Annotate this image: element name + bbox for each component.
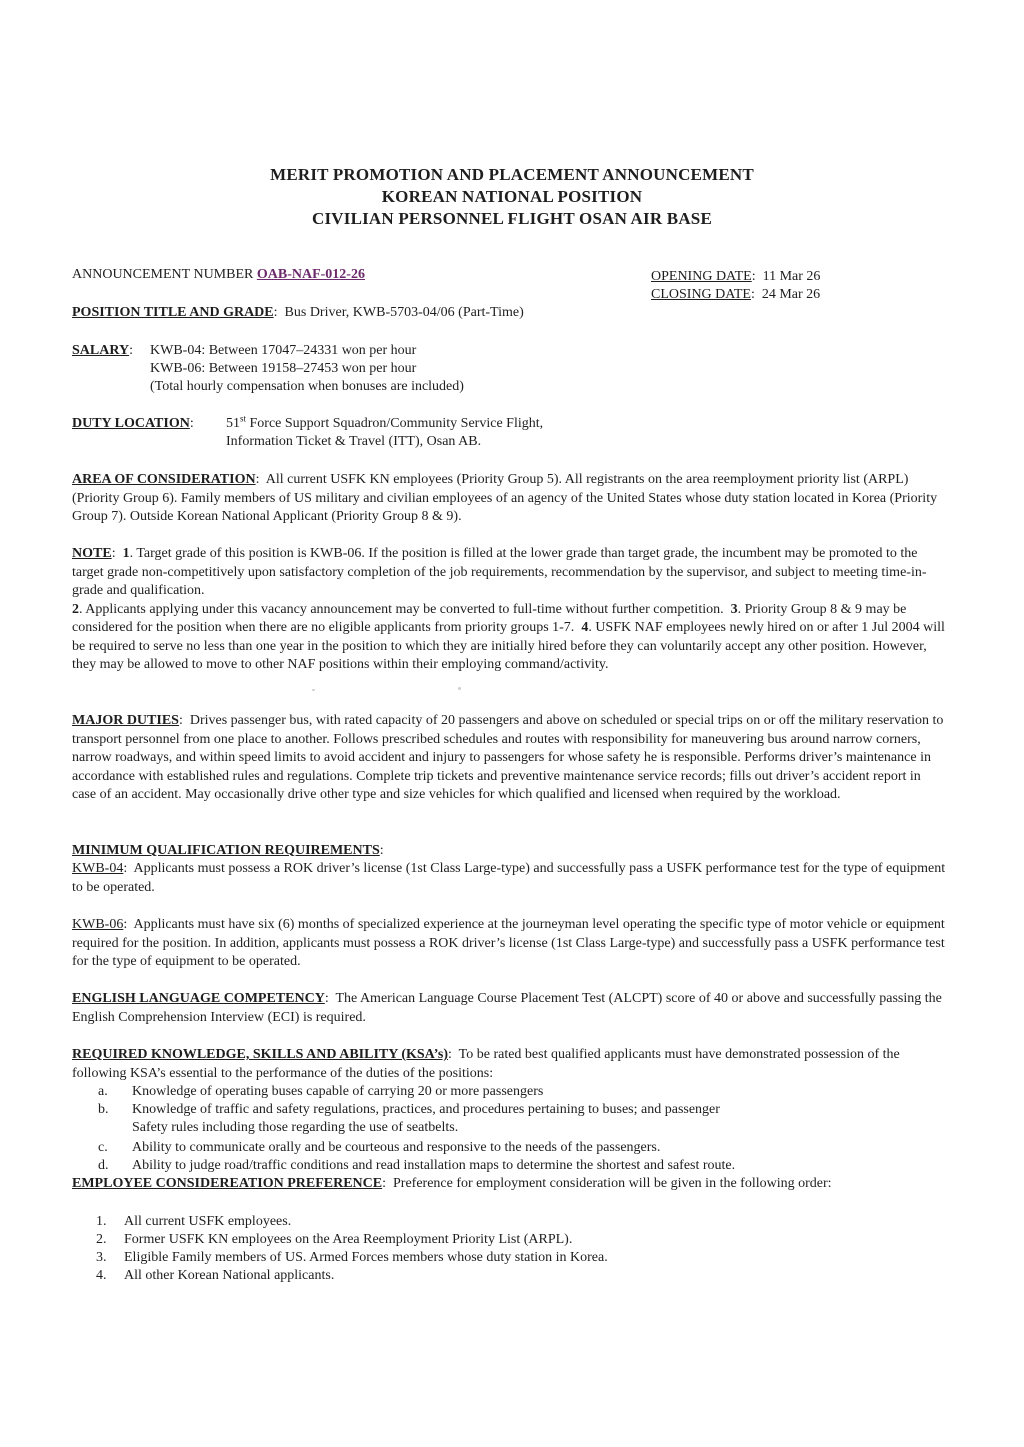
major-duties-paragraph: MAJOR DUTIES: Drives passenger bus, with rated capacity of 20 passengers and above on scheduled or special trips on or off the military reservation to transport personnel from one place to another. Follows prescribed schedules and routes with responsibility for maneuvering bus around narrow corners, narrow roadways, and within speed limits to avoid accident and injury to passengers for whose safety he is responsible. Performs driver’s maintenance in accordance with established rules and regulations. Complete trip tickets and preventive maintenance service records; fills out driver’s accident report in case of an accident. May occasionally drive other type and size vehicles for which qualified and licensed when required by the workload.	[72, 713, 944, 802]
preference-item-marker: 4.	[96, 1268, 107, 1283]
ksa-item-text: Ability to communicate orally and be courteous and responsive to the needs of the passengers.	[132, 1140, 661, 1155]
ksa-item-d	[98, 1157, 898, 1176]
ksa-item-text: Knowledge of operating buses capable of carrying 20 or more passengers	[132, 1084, 544, 1099]
kwb04-paragraph: KWB-04: Applicants must possess a ROK driver’s license (1st Class Large-type) and successfully pass a USFK performance test for the type of equipment to be operated.	[72, 861, 946, 895]
opening-date-row: OPENING DATE: 11 Mar 26	[651, 269, 821, 284]
ksa-paragraph: REQUIRED KNOWLEDGE, SKILLS AND ABILITY (KSA’s): To be rated best qualified applicants must have demonstrated possession of the following KSA’s essential to the performance of the duties of the positions:	[72, 1047, 900, 1081]
closing-date-value: 24 Mar 26	[761, 287, 821, 302]
ksa-item-text: Ability to judge road/traffic conditions and read installation maps to determine the shortest and safest route.	[132, 1158, 736, 1173]
major-duties-label: MAJOR DUTIES	[72, 713, 179, 728]
duty-location-label: DUTY LOCATION	[72, 416, 190, 431]
kwb06-paragraph: KWB-06: Applicants must have six (6) months of specialized experience at the journeyman level operating the specific type of motor vehicle or equipment required for the position. In addition, applicants must possess a ROK driver’s license (1st Class Large-type) and successfully pass a USFK performance test for the type of equipment to be operated.	[72, 917, 945, 969]
ksa-item-text: Knowledge of traffic and safety regulations, practices, and procedures pertaining to buses; and passenger	[132, 1102, 720, 1117]
english-competency-label: ENGLISH LANGUAGE COMPETENCY	[72, 991, 325, 1006]
preference-item-marker: 3.	[96, 1250, 107, 1265]
preference-intro-text: Preference for employment consideration will be given in the following order:	[393, 1176, 832, 1191]
preference-item-3	[96, 1249, 896, 1268]
english-competency-text: The American Language Course Placement Test (ALCPT) score of 40 or above and successfully passing the English Comprehension Interview (ECI) is required.	[72, 991, 942, 1025]
preference-label: EMPLOYEE CONSIDEREATION PREFERENCE	[72, 1176, 383, 1191]
duty-location-line-1-text: Force Support Squadron/Community Service Flight,	[246, 416, 544, 431]
ksa-item-b	[98, 1101, 898, 1139]
announcement-number-link[interactable]: OAB-NAF-012-26	[256, 267, 365, 282]
preference-item-marker: 1.	[96, 1214, 107, 1229]
document-title-line-1: MERIT PROMOTION AND PLACEMENT ANNOUNCEMENT	[270, 165, 754, 184]
duty-location-number: 51	[226, 416, 240, 431]
area-of-consideration-label: AREA OF CONSIDERATION	[72, 472, 256, 487]
duty-location-line-2: Information Ticket & Travel (ITT), Osan AB.	[226, 434, 482, 449]
document-title-line-3: CIVILIAN PERSONNEL FLIGHT OSAN AIR BASE	[311, 209, 712, 228]
document-title-line-2: KOREAN NATIONAL POSITION	[381, 187, 643, 206]
note-paragraph: NOTE: 1. Target grade of this position is KWB-06. If the position is filled at the lower grade than target grade, the incumbent may be promoted to the target grade non-competitively upon satisfactory completion of the job requirements, recommendation by the supervisor, and subject to meeting time-in-grade and qualification. 2. Applicants applying under this vacancy announcement may be converted to full-time without further competition. 3. Priority Group 8 & 9 may be considered for the position when there are no eligible applicants from priority groups 1-7. 4. USFK NAF employees newly hired on or after 1 Jul 2004 will be required to serve no less than one year in the position to which they are initially hired before they can voluntarily accept any other position. However, they may be allowed to move to other NAF positions within their employing command/activity.	[72, 546, 945, 672]
salary-label-row: SALARY:	[72, 343, 133, 358]
note-number-2: 2	[72, 601, 79, 617]
kwb04-label: KWB-04	[72, 861, 124, 876]
ksa-intro-text: To be rated best qualified applicants must have demonstrated possession of the following KSA’s essential to the performance of the duties of the positions:	[72, 1047, 900, 1081]
ksa-label: REQUIRED KNOWLEDGE, SKILLS AND ABILITY (KSA’s)	[72, 1047, 449, 1062]
duty-location-line-1	[226, 415, 543, 434]
min-qual-heading-row: MINIMUM QUALIFICATION REQUIREMENTS:	[72, 843, 384, 858]
position-title-row: POSITION TITLE AND GRADE: Bus Driver, KWB-5703-04/06 (Part-Time)	[72, 305, 524, 320]
note-number-3: 3	[730, 601, 738, 617]
area-of-consideration-paragraph: AREA OF CONSIDERATION: All current USFK KN employees (Priority Group 5). All registrants on the area reemployment priority list (ARPL) (Priority Group 6). Family members of US military and civilian employees of an agency of the United States whose duty station located in Korea (Priority Group 7). Outside Korean National Applicant (Priority Group 8 & 9).	[72, 472, 938, 524]
note-text-1: . Target grade of this position is KWB-06. If the position is filled at the lower grade than target grade, the incumbent may be promoted to the target grade non-competitively upon satisfactory completion of the job requirements, recommendation by the supervisor, and subject to meeting time-in-grade and qualification.	[72, 546, 927, 598]
note-number-4: 4	[581, 620, 589, 635]
duty-location-ordinal: st	[240, 413, 247, 424]
ksa-item-marker: c.	[98, 1140, 108, 1155]
preference-item-text: All current USFK employees.	[124, 1214, 292, 1229]
opening-date-label: OPENING DATE	[651, 269, 752, 284]
ksa-item-marker: a.	[98, 1084, 108, 1099]
preference-item-text: Former USFK KN employees on the Area Reemployment Priority List (ARPL).	[124, 1232, 573, 1247]
preference-item-marker: 2.	[96, 1232, 107, 1247]
closing-date-row: CLOSING DATE: 24 Mar 26	[651, 287, 821, 302]
closing-date-label: CLOSING DATE	[651, 287, 751, 302]
note-label: NOTE	[72, 546, 112, 561]
preference-item-text: All other Korean National applicants.	[124, 1268, 335, 1283]
ksa-item-c	[98, 1139, 898, 1158]
note-text-4: . USFK NAF employees newly hired on or after 1 Jul 2004 will be required to serve no less than one year in the position to which they are initially hired before they can voluntarily accept any other position. However, they may be allowed to move to other NAF positions within their employing command/activity.	[72, 620, 945, 672]
scan-speck	[312, 689, 315, 691]
preference-paragraph: EMPLOYEE CONSIDEREATION PREFERENCE: Preference for employment consideration will be given in the following order:	[72, 1176, 832, 1191]
note-text-2: . Applicants applying under this vacancy announcement may be converted to full-time without further competition.	[79, 601, 724, 617]
preference-item-2	[96, 1231, 896, 1250]
min-qual-label: MINIMUM QUALIFICATION REQUIREMENTS	[72, 843, 380, 858]
ksa-item-a	[98, 1083, 898, 1102]
salary-label: SALARY	[72, 343, 130, 358]
kwb06-label: KWB-06	[72, 917, 124, 932]
position-title-value: Bus Driver, KWB-5703-04/06 (Part-Time)	[284, 305, 524, 320]
position-title-label: POSITION TITLE AND GRADE	[72, 305, 274, 320]
salary-line-3: (Total hourly compensation when bonuses are included)	[150, 379, 464, 394]
opening-date-value: 11 Mar 26	[762, 269, 821, 284]
area-of-consideration-text: All current USFK KN employees (Priority Group 5). All registrants on the area reemployment priority list (ARPL) (Priority Group 6). Family members of US military and civilian employees of an agency of the United States whose duty station located in Korea (Priority Group 7). Outside Korean National Applicant (Priority Group 8 & 9).	[72, 472, 938, 524]
kwb04-text: Applicants must possess a ROK driver’s license (1st Class Large-type) and successfully pass a USFK performance test for the type of equipment to be operated.	[72, 861, 946, 895]
ksa-item-text-continued: Safety rules including those regarding the use of seatbelts.	[132, 1120, 459, 1135]
preference-item-4	[96, 1267, 896, 1286]
preference-item-text: Eligible Family members of US. Armed Forces members whose duty station in Korea.	[124, 1250, 608, 1265]
english-competency-paragraph: ENGLISH LANGUAGE COMPETENCY: The American Language Course Placement Test (ALCPT) score of 40 or above and successfully passing the English Comprehension Interview (ECI) is required.	[72, 991, 942, 1025]
ksa-item-marker: d.	[98, 1158, 109, 1173]
preference-item-1	[96, 1213, 896, 1232]
salary-line-1: KWB-04: Between 17047–24331 won per hour	[150, 343, 417, 358]
note-text-3: . Priority Group 8 & 9 may be considered for the position when there are no eligible applicants from priority groups 1-7.	[72, 601, 907, 635]
note-number-1: 1	[122, 546, 130, 561]
duty-location-label-row: DUTY LOCATION:	[72, 416, 194, 431]
announcement-number-row	[72, 266, 365, 285]
kwb06-text: Applicants must have six (6) months of specialized experience at the journeyman level operating the specific type of motor vehicle or equipment required for the position. In addition, applicants must possess a ROK driver’s license (1st Class Large-type) and successfully pass a USFK performance test for the type of equipment to be operated.	[72, 917, 945, 969]
scan-speck	[458, 687, 461, 690]
ksa-item-marker: b.	[98, 1102, 109, 1117]
announcement-number-label: ANNOUNCEMENT NUMBER	[72, 267, 254, 282]
major-duties-text: Drives passenger bus, with rated capacity of 20 passengers and above on scheduled or special trips on or off the military reservation to transport personnel from one place to another. Follows prescribed schedules and routes with responsibility for maneuvering bus around narrow corners, narrow roadways, and within speed limits to avoid accident and injury to passengers for whose safety he is responsible. Performs driver’s maintenance in accordance with established rules and regulations. Complete trip tickets and preventive maintenance service records; fills out driver’s accident report in case of an accident. May occasionally drive other type and size vehicles for which qualified and licensed when required by the workload.	[72, 713, 944, 802]
salary-line-2: KWB-06: Between 19158–27453 won per hour	[150, 361, 417, 376]
